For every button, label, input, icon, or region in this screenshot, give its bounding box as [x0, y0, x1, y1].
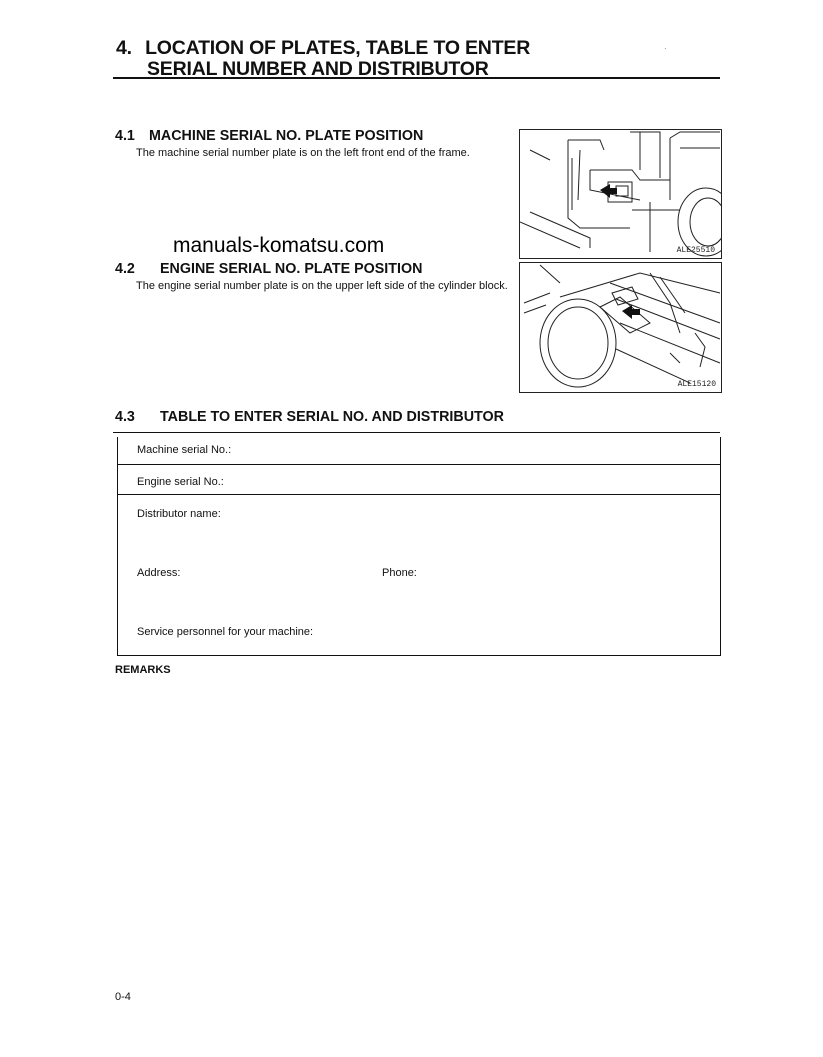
section-4-2-heading	[115, 261, 422, 277]
chapter-title-line1: LOCATION OF PLATES, TABLE TO ENTER	[145, 37, 531, 59]
machine-frame-illustration	[520, 130, 721, 258]
row-divider	[118, 464, 720, 465]
scan-mark: ·	[664, 44, 667, 53]
section-title: MACHINE SERIAL NO. PLATE POSITION	[149, 128, 424, 144]
section-number: 4.1	[115, 128, 135, 144]
figure-code: ALE15120	[677, 380, 716, 389]
figure-code: ALE25510	[676, 246, 715, 255]
serial-distributor-table	[117, 437, 721, 656]
machine-serial-label: Machine serial No.:	[137, 444, 232, 456]
arrow-icon	[600, 184, 617, 198]
section-number: 4.3	[115, 409, 135, 425]
distributor-name-label: Distributor name:	[137, 508, 221, 520]
address-label: Address:	[137, 567, 181, 579]
section-4-3-heading	[115, 409, 504, 425]
remarks-heading: REMARKS	[115, 664, 171, 676]
chapter-number: 4.	[116, 37, 132, 59]
engine-block-illustration	[520, 263, 721, 392]
engine-serial-label: Engine serial No.:	[137, 476, 224, 488]
section-4-2-text: The engine serial number plate is on the upper left side of the cylinder block.	[136, 280, 508, 292]
page-number: 0-4	[115, 991, 131, 1003]
section-4-1-heading	[115, 128, 423, 144]
section-title: ENGINE SERIAL NO. PLATE POSITION	[160, 261, 423, 277]
row-divider	[118, 494, 720, 495]
phone-label: Phone:	[382, 567, 417, 579]
section-title: TABLE TO ENTER SERIAL NO. AND DISTRIBUTOR	[160, 409, 504, 425]
chapter-title-line2: SERIAL NUMBER AND DISTRIBUTOR	[147, 58, 489, 80]
engine-serial-plate-figure	[519, 262, 722, 393]
section-number: 4.2	[115, 261, 135, 277]
title-underline	[113, 77, 720, 79]
chapter-title	[116, 38, 530, 80]
table-top-rule	[113, 432, 720, 433]
section-4-1-text: The machine serial number plate is on the left front end of the frame.	[136, 147, 470, 159]
machine-serial-plate-figure	[519, 129, 722, 259]
service-personnel-label: Service personnel for your machine:	[137, 626, 314, 638]
watermark: manuals-komatsu.com	[173, 234, 385, 257]
